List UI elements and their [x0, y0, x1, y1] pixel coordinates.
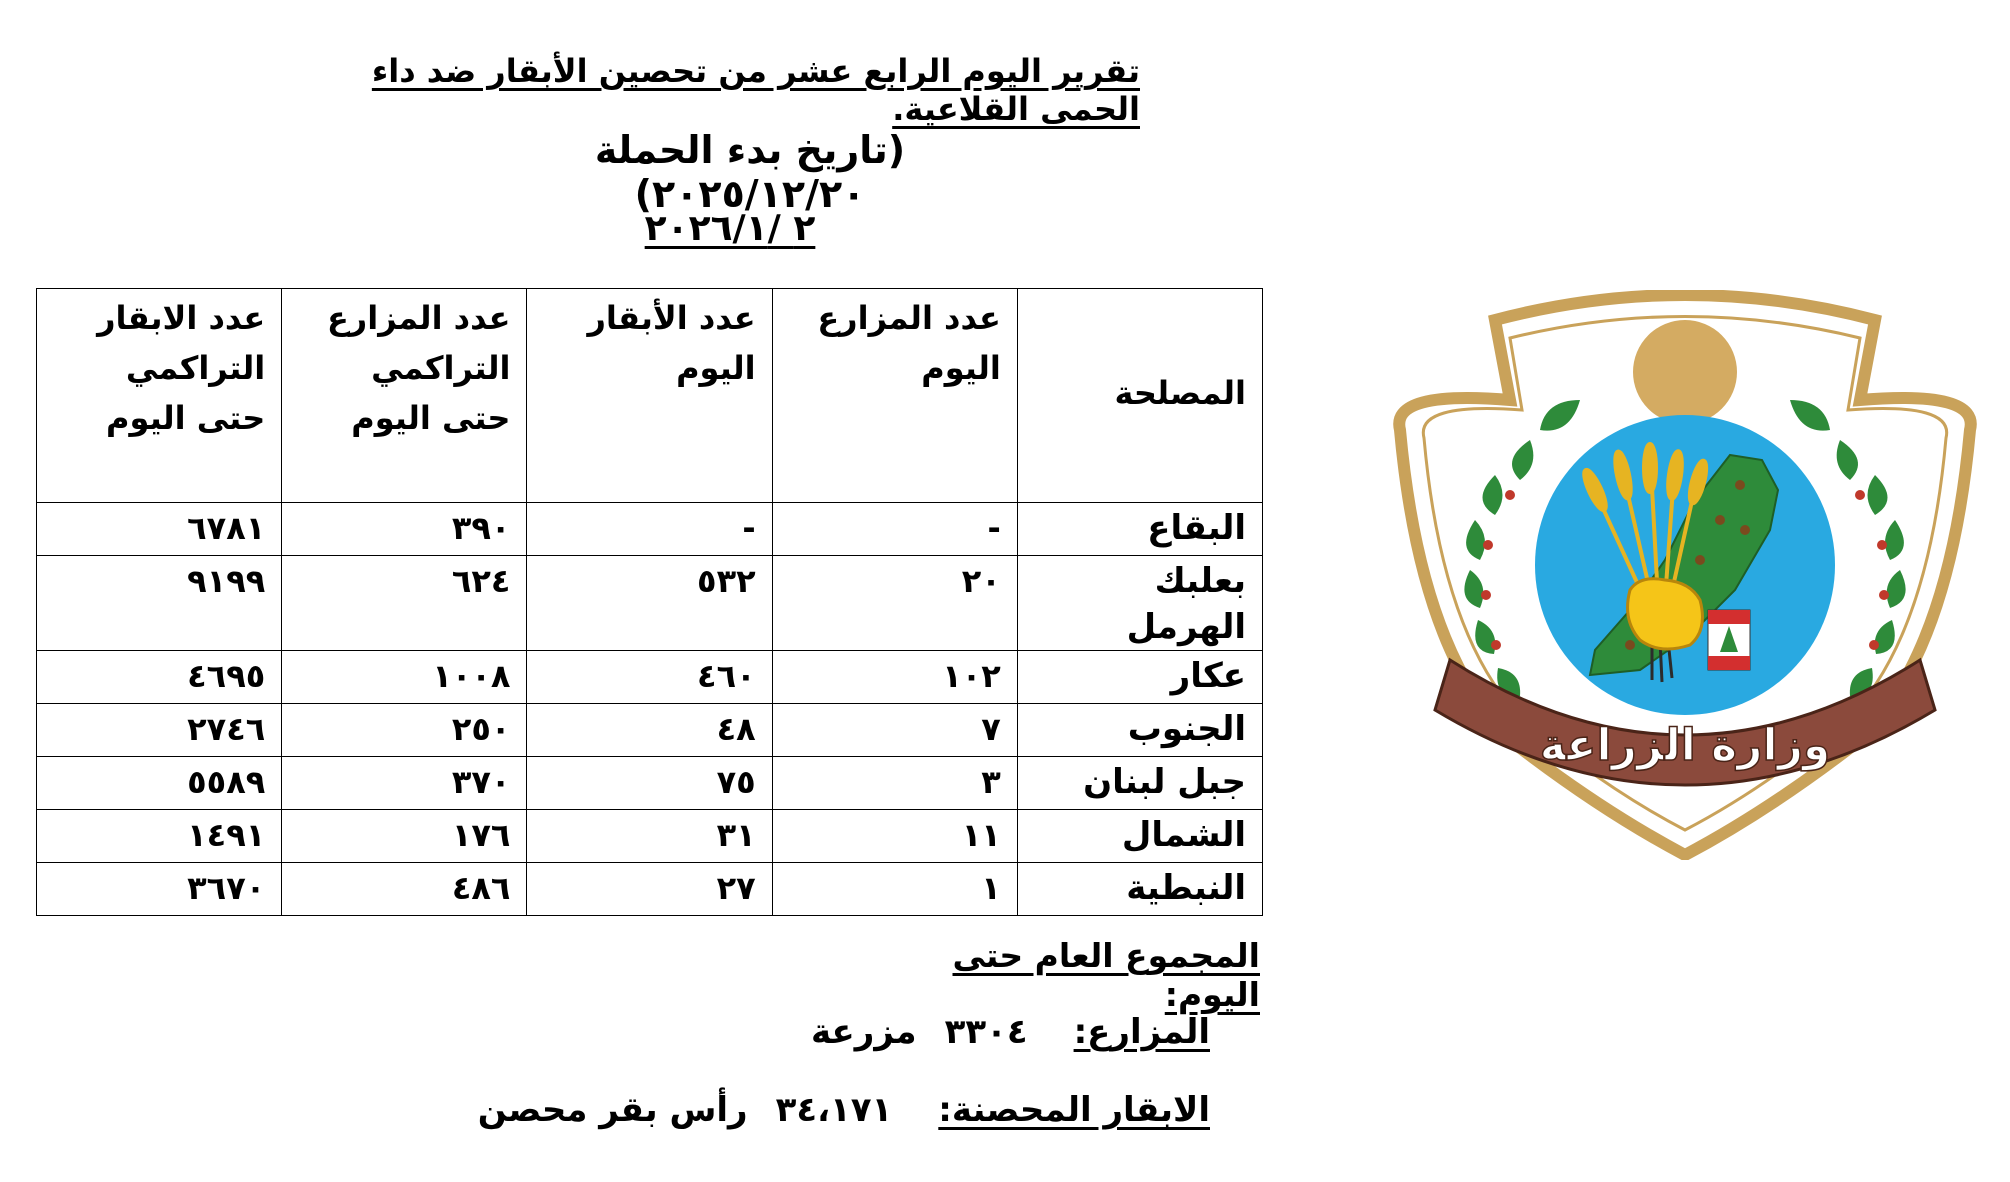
summary-heading: المجموع العام حتى اليوم:	[952, 936, 1260, 1014]
column-header-cows-today: عدد الأبقار اليوم	[527, 289, 772, 503]
cell-region: عكار	[1017, 651, 1262, 704]
table-row	[37, 651, 1263, 704]
cell-cows-today: ٤٨	[527, 704, 772, 757]
cell-cows-today: ٣١	[527, 810, 772, 863]
cell-farms-cumulative: ٣٩٠	[282, 503, 527, 556]
cell-farms-cumulative: ١٠٠٨	[282, 651, 527, 704]
table-row	[37, 810, 1263, 863]
cell-farms-cumulative: ٦٢٤	[282, 556, 527, 651]
cell-region: البقاع	[1017, 503, 1262, 556]
vaccination-table	[36, 288, 1263, 916]
cell-cows-cumulative: ٢٧٤٦	[37, 704, 282, 757]
summary-farms-unit: مزرعة	[810, 1012, 917, 1052]
ministry-of-agriculture-emblem	[1390, 290, 1980, 860]
cell-cows-cumulative: ٣٦٧٠	[37, 863, 282, 916]
cell-region: الشمال	[1017, 810, 1262, 863]
report-date: ٢ /٢٠٢٦/١	[644, 208, 816, 249]
cell-cows-cumulative: ٩١٩٩	[37, 556, 282, 651]
summary-cows-unit: رأس بقر محصن	[477, 1090, 748, 1130]
column-header-farms-today: عدد المزارع اليوم	[772, 289, 1017, 503]
cell-farms-today: ١	[772, 863, 1017, 916]
lebanon-flag-icon	[1708, 610, 1750, 670]
cell-cows-cumulative: ١٤٩١	[37, 810, 282, 863]
cell-farms-cumulative: ١٧٦	[282, 810, 527, 863]
report-title: تقرير اليوم الرابع عشر من تحصين الأبقار ضد داء الحمى القلاعية.	[371, 52, 1140, 128]
summary-cows	[478, 1090, 1210, 1130]
cell-farms-cumulative: ٤٨٦	[282, 863, 527, 916]
table-row	[37, 704, 1263, 757]
emblem-banner-text: وزارة الزراعة	[1539, 720, 1831, 771]
table-row	[37, 757, 1263, 810]
cell-farms-today: ١١	[772, 810, 1017, 863]
summary-farms	[811, 1012, 1210, 1052]
cell-farms-today: ١٠٢	[772, 651, 1017, 704]
cell-cows-today: ٤٦٠	[527, 651, 772, 704]
column-header-cows-cumulative: عدد الابقار التراكمي حتى اليوم	[37, 289, 282, 503]
cell-farms-cumulative: ٢٥٠	[282, 704, 527, 757]
summary-cows-label: الابقار المحصنة:	[938, 1090, 1210, 1130]
cell-region: الجنوب	[1017, 704, 1262, 757]
cell-farms-today: ٢٠	[772, 556, 1017, 651]
cell-region: بعلبك الهرمل	[1017, 556, 1262, 651]
table-row	[37, 556, 1263, 651]
cell-region: جبل لبنان	[1017, 757, 1262, 810]
sun-icon	[1633, 320, 1737, 424]
cell-cows-cumulative: ٦٧٨١	[37, 503, 282, 556]
cell-cows-cumulative: ٥٥٨٩	[37, 757, 282, 810]
cell-cows-cumulative: ٤٦٩٥	[37, 651, 282, 704]
column-header-farms-cumulative: عدد المزارع التراكمي حتى اليوم	[282, 289, 527, 503]
table-header-row	[37, 289, 1263, 503]
cell-cows-today: ٥٣٢	[527, 556, 772, 651]
summary-cows-value: ٣٤،١٧١	[775, 1090, 893, 1130]
summary-farms-value: ٣٣٠٤	[944, 1012, 1028, 1052]
cell-cows-today: -	[527, 503, 772, 556]
cell-farms-today: ٣	[772, 757, 1017, 810]
column-header-region: المصلحة	[1017, 289, 1262, 503]
campaign-start-date: (تاريخ بدء الحملة ٢٠٢٥/١٢/٢٠)	[594, 128, 906, 216]
cell-farms-today: ٧	[772, 704, 1017, 757]
table-row	[37, 503, 1263, 556]
cell-farms-cumulative: ٣٧٠	[282, 757, 527, 810]
hand-icon	[1628, 579, 1703, 649]
table-row	[37, 863, 1263, 916]
cell-cows-today: ٧٥	[527, 757, 772, 810]
cell-farms-today: -	[772, 503, 1017, 556]
summary-farms-label: المزارع:	[1073, 1012, 1210, 1052]
cell-region: النبطية	[1017, 863, 1262, 916]
cell-cows-today: ٢٧	[527, 863, 772, 916]
